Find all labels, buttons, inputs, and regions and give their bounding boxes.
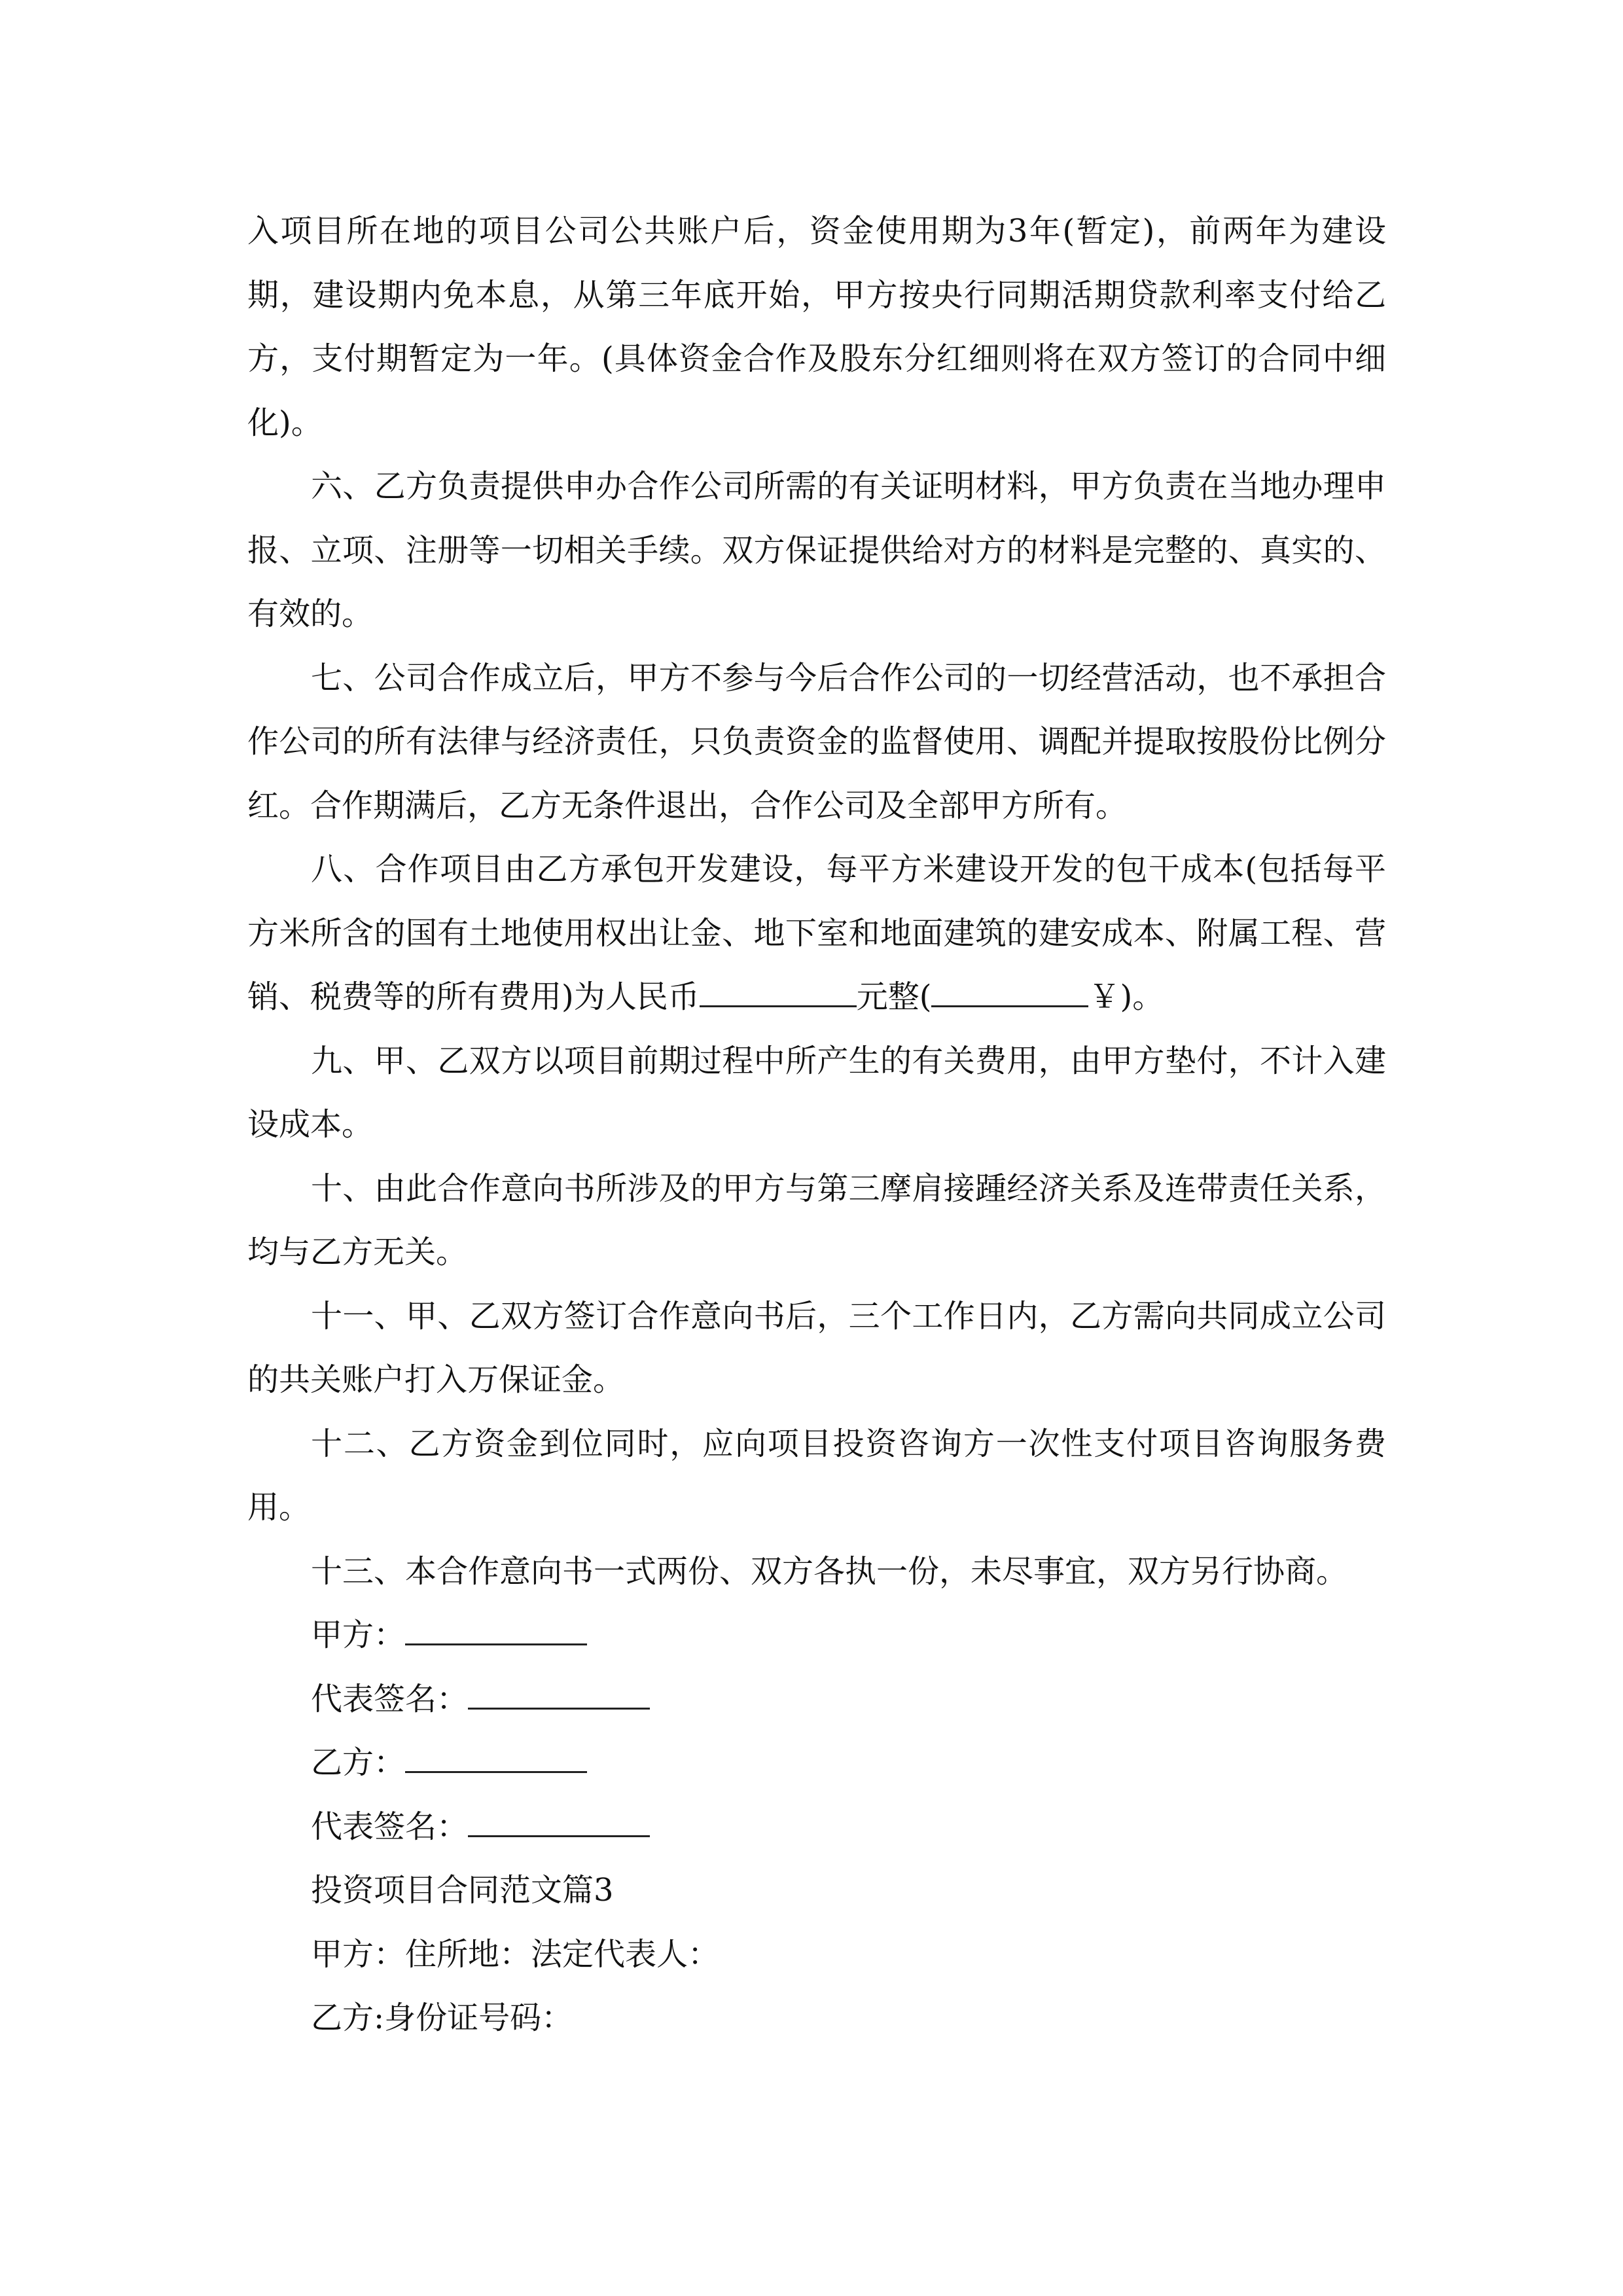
- clause-9: 九、甲、乙双方以项目前期过程中所产生的有关费用，由甲方垫付，不计入建设成本。: [247, 1042, 1386, 1143]
- amount-figure-blank: [931, 979, 1088, 1007]
- clause-13: 十三、本合作意向书一式两份、双方各执一份，未尽事宜，双方另行协商。: [311, 1552, 1348, 1590]
- party-a-blank: [405, 1617, 587, 1645]
- amount-blank: [700, 979, 857, 1007]
- party-b-signature-line: [247, 1731, 1386, 1795]
- clause-11: 十一、甲、乙双方签订合作意向书后，三个工作日内，乙方需向共同成立公司的共关账户打入万保证金。: [247, 1297, 1386, 1398]
- clause-12: 十二、乙方资金到位同时，应向项目投资咨询方一次性支付项目咨询服务费用。: [247, 1425, 1386, 1526]
- rep-sign-blank-2: [468, 1809, 650, 1837]
- party-a-signature-line: [247, 1604, 1386, 1668]
- clause-8: [247, 838, 1386, 1030]
- party-b-info: 乙方:身份证号码：: [311, 2000, 573, 2036]
- clause-8-text-a: 八、合作项目由乙方承包开发建设，每平方米建设开发的包干成本(包括每平方米所含的国有土地使用权出让金、地下室和地面建筑的建安成本、附属工程、营销、税费等的所有费用)为人民币: [247, 851, 1386, 1015]
- party-a-label: 甲方：: [311, 1617, 406, 1653]
- rep-sign-label-1: 代表签名：: [311, 1680, 469, 1717]
- document-body: [247, 200, 1386, 2051]
- party-a-info: 甲方：住所地：法定代表人：: [311, 1935, 720, 1973]
- party-b-label: 乙方：: [311, 1744, 406, 1781]
- rep-sign-blank-1: [468, 1681, 650, 1710]
- clause-6: 六、乙方负责提供申办合作公司所需的有关证明材料，甲方负责在当地办理申报、立项、注册等一切相关手续。双方保证提供给对方的材料是完整的、真实的、有效的。: [247, 468, 1386, 632]
- clause-8-text-b: 元整(: [856, 978, 932, 1015]
- rep-signature-line-2: [247, 1795, 1386, 1859]
- section-title: 投资项目合同范文篇3: [311, 1872, 614, 1909]
- clause-7: 七、公司合作成立后，甲方不参与今后合作公司的一切经营活动，也不承担合作公司的所有法律与经济责任，只负责资金的监督使用、调配并提取按股份比例分红。合作期满后，乙方无条件退出，合作公司及全部甲方所有。: [247, 659, 1386, 824]
- clause-10: 十、由此合作意向书所涉及的甲方与第三摩肩接踵经济关系及连带责任关系，均与乙方无关。: [247, 1170, 1386, 1270]
- paragraph-continuation: 入项目所在地的项目公司公共账户后，资金使用期为3年(暂定)，前两年为建设期，建设期内免本息，从第三年底开始，甲方按央行同期活期贷款利率支付给乙方，支付期暂定为一年。(具体资金合作及股东分红细则将在双方签订的合同中细化)。: [247, 213, 1386, 441]
- rep-signature-line-1: [247, 1668, 1386, 1732]
- clause-8-text-c: ￥)。: [1088, 978, 1164, 1015]
- party-b-blank: [405, 1745, 587, 1773]
- rep-sign-label-2: 代表签名：: [311, 1808, 469, 1845]
